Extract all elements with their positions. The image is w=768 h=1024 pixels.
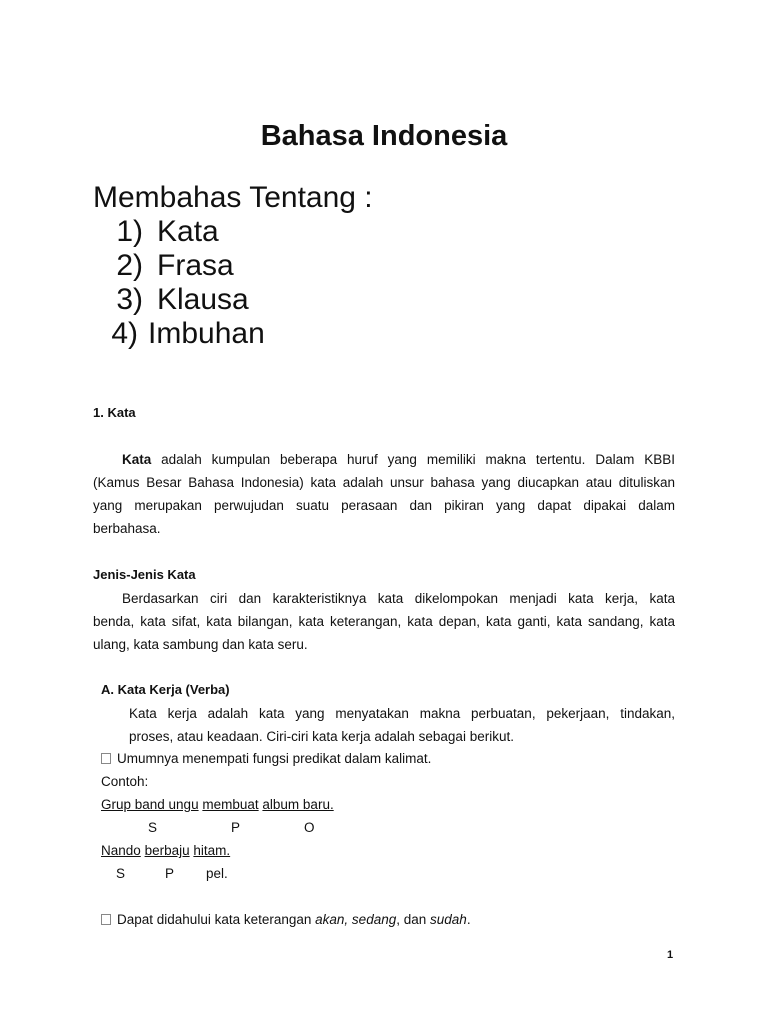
example-predicate: berbaju bbox=[144, 843, 190, 858]
label-o: O bbox=[304, 820, 315, 835]
toc-item-kata: Kata bbox=[157, 215, 219, 248]
jenis-paragraph bbox=[93, 587, 675, 656]
para-line: yang merupakan perwujudan suatu perasaan dan pikiran yang dapat dipakai dalam bbox=[93, 498, 675, 513]
page-number: 1 bbox=[667, 949, 674, 961]
label-s: S bbox=[116, 866, 126, 881]
para-line: benda, kata sifat, kata bilangan, kata keterangan, kata depan, kata ganti, kata sandang, kata bbox=[93, 614, 675, 629]
bullet-box-icon bbox=[101, 753, 111, 764]
section-heading-jenis: Jenis-Jenis Kata bbox=[93, 567, 196, 582]
para-line: (Kamus Besar Bahasa Indonesia) kata adalah unsur bahasa yang diucapkan atau dituliskan bbox=[93, 475, 675, 490]
toc-item-frasa: Frasa bbox=[157, 249, 234, 282]
para-line: ulang, kata sambung dan kata seru. bbox=[93, 637, 308, 652]
example-subject: Grup band ungu bbox=[101, 797, 199, 812]
label-p: P bbox=[231, 820, 241, 835]
section-heading-verba: A. Kata Kerja (Verba) bbox=[101, 682, 230, 697]
toc-heading: Membahas Tentang : bbox=[93, 181, 373, 214]
label-s: S bbox=[148, 820, 158, 835]
bullet-box-icon bbox=[101, 914, 111, 925]
contoh-label: Contoh: bbox=[101, 774, 149, 789]
para-line: Berdasarkan ciri dan karakteristiknya kata dikelompokan menjadi kata kerja, kata bbox=[122, 591, 675, 606]
label-pel: pel. bbox=[206, 866, 228, 881]
bullet-item: Dapat didahului kata keterangan akan, sedang, dan sudah. bbox=[101, 912, 471, 927]
para-line: adalah kumpulan beberapa huruf yang memiliki makna tertentu. Dalam KBBI bbox=[151, 452, 675, 467]
section-heading-kata: 1. Kata bbox=[93, 405, 136, 420]
bullet-item: Umumnya menempati fungsi predikat dalam kalimat. bbox=[101, 751, 431, 766]
verba-paragraph bbox=[129, 702, 675, 748]
example-object: album baru. bbox=[262, 797, 334, 812]
toc-item-imbuhan: Imbuhan bbox=[148, 317, 265, 350]
kata-definition-paragraph bbox=[93, 448, 675, 540]
example-complement: hitam. bbox=[193, 843, 231, 858]
label-p: P bbox=[165, 866, 175, 881]
example-sentence-1 bbox=[101, 797, 334, 812]
term-kata: Kata bbox=[122, 452, 152, 467]
para-line: Kata kerja adalah kata yang menyatakan makna perbuatan, pekerjaan, tindakan, bbox=[129, 706, 675, 721]
example-subject: Nando bbox=[101, 843, 141, 858]
para-line: proses, atau keadaan. Ciri-ciri kata kerja adalah sebagai berikut. bbox=[129, 729, 514, 744]
document-title: Bahasa Indonesia bbox=[260, 120, 508, 152]
example-predicate: membuat bbox=[202, 797, 259, 812]
toc-item-klausa: Klausa bbox=[157, 283, 249, 316]
para-line: berbahasa. bbox=[93, 521, 161, 536]
example-sentence-2 bbox=[101, 843, 230, 858]
